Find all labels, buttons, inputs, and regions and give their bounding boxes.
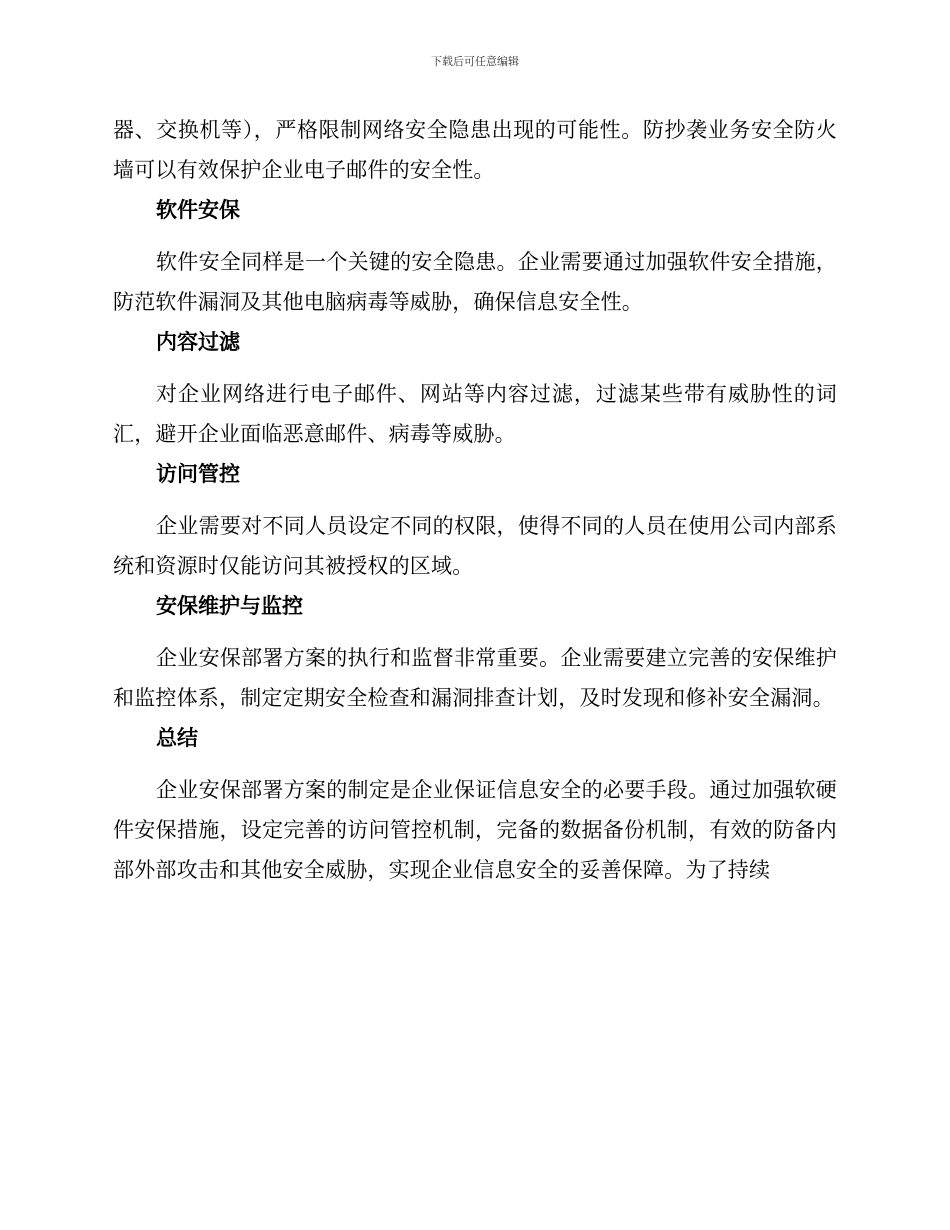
paragraph-maintenance-monitoring: 企业安保部署方案的执行和监督非常重要。企业需要建立完善的安保维护和监控体系，制定定期安全检查和漏洞排查计划，及时发现和修补安全漏洞。 <box>113 646 837 710</box>
heading-content-filter: 内容过滤 <box>156 330 240 354</box>
paragraph-content-filter: 对企业网络进行电子邮件、网站等内容过滤，过滤某些带有威胁性的词汇，避开企业面临恶意邮件、病毒等威胁。 <box>113 382 837 446</box>
paragraph-summary: 企业安保部署方案的制定是企业保证信息安全的必要手段。通过加强软硬件安保措施，设定完善的访问管控机制，完备的数据备份机制，有效的防备内部外部攻击和其他安全威胁，实现企业信息安全的妥善保障。为了持续 <box>113 778 837 882</box>
intro-paragraph: 器、交换机等），严格限制网络安全隐患出现的可能性。防抄袭业务安全防火墙可以有效保护企业电子邮件的安全性。 <box>113 118 837 182</box>
heading-software-security: 软件安保 <box>156 198 240 222</box>
document-body <box>113 110 837 890</box>
paragraph-access-control: 企业需要对不同人员设定不同的权限，使得不同的人员在使用公司内部系统和资源时仅能访问其被授权的区域。 <box>113 514 837 578</box>
heading-access-control: 访问管控 <box>156 462 240 486</box>
paragraph-software-security: 软件安全同样是一个关键的安全隐患。企业需要通过加强软件安全措施，防范软件漏洞及其他电脑病毒等威胁，确保信息安全性。 <box>113 250 837 314</box>
heading-maintenance-monitoring: 安保维护与监控 <box>156 594 303 618</box>
page-header: 下载后可任意编辑 <box>431 55 519 68</box>
heading-summary: 总结 <box>156 726 198 750</box>
